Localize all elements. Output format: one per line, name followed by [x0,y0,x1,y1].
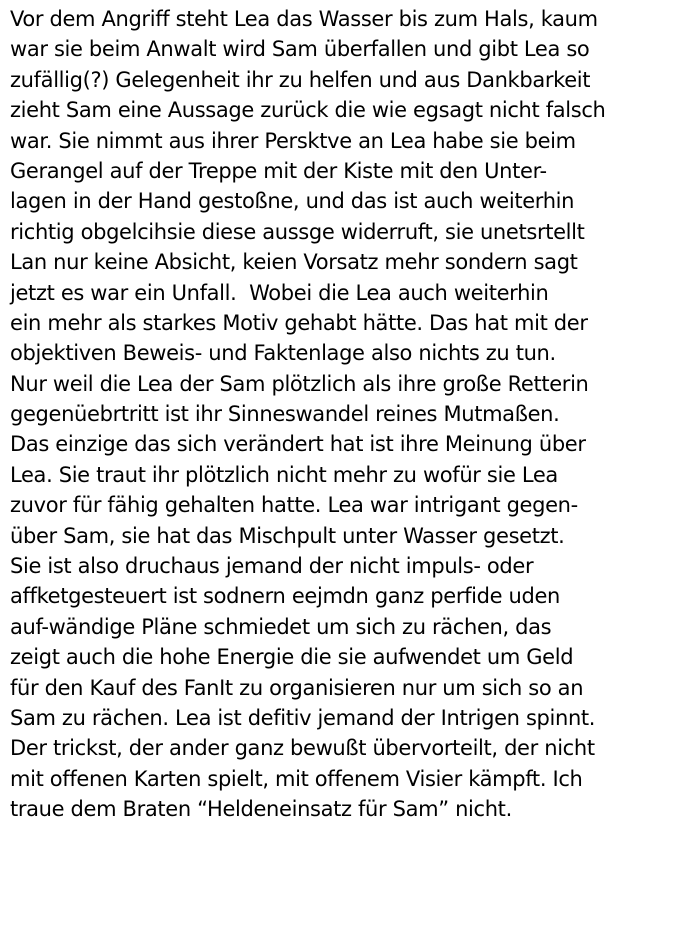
text-line: zeigt auch die hohe Energie die sie aufwendet um Geld [10,645,574,670]
text-line: Lea. Sie traut ihr plötzlich nicht mehr zu wofür sie Lea [10,462,558,487]
text-line: zuvor für fähig gehalten hatte. Lea war intrigant gegen- [10,493,578,518]
text-line: auf-wändige Pläne schmiedet um sich zu rächen, das [10,614,552,639]
text-line: Der trickst, der ander ganz bewußt übervorteilt, der nicht [10,736,595,761]
text-line: Lan nur keine Absicht, keien Vorsatz mehr sondern sagt [10,250,578,275]
text-line: war sie beim Anwalt wird Sam überfallen und gibt Lea so [10,37,590,62]
text-line: ein mehr als starkes Motiv gehabt hätte. Das hat mit der [10,310,588,335]
text-line: affketgesteuert ist sodnern eejmdn ganz perfide uden [10,584,560,609]
text-line: gegenüebrtritt ist ihr Sinneswandel reines Mutmaßen. [10,402,560,427]
text-line: traue dem Braten “Heldeneinsatz für Sam” nicht. [10,797,512,822]
text-line: Nur weil die Lea der Sam plötzlich als ihre große Retterin [10,371,589,396]
text-line: Vor dem Angriff steht Lea das Wasser bis zum Hals, kaum [10,7,598,31]
text-line: Sie ist also druchaus jemand der nicht impuls- oder [10,554,534,579]
text-line: Das einzige das sich verändert hat ist ihre Meinung über [10,432,586,457]
text-line: objektiven Beweis- und Faktenlage also nichts zu tun. [10,341,556,366]
text-line: Sam zu rächen. Lea ist defitiv jemand der Intrigen spinnt. [10,705,596,730]
body-text [10,4,682,825]
text-line: war. Sie nimmt aus ihrer Persktve an Lea habe sie beim [10,128,576,153]
text-line: zieht Sam eine Aussage zurück die wie egsagt nicht falsch [10,98,606,123]
text-line: Gerangel auf der Treppe mit der Kiste mit den Unter- [10,158,547,183]
text-line: über Sam, sie hat das Mischpult unter Wasser gesetzt. [10,523,565,548]
text-line: jetzt es war ein Unfall. Wobei die Lea auch weiterhin [10,280,549,305]
text-line: richtig obgelcihsie diese aussge widerruft, sie unetsrtellt [10,219,585,244]
text-line: für den Kauf des FanIt zu organisieren nur um sich so an [10,675,584,700]
text-line: zufällig(?) Gelegenheit ihr zu helfen und aus Dankbarkeit [10,67,591,92]
text-line: lagen in der Hand gestoßne, und das ist auch weiterhin [10,189,575,214]
text-line: mit offenen Karten spielt, mit offenem Visier kämpft. Ich [10,766,583,791]
